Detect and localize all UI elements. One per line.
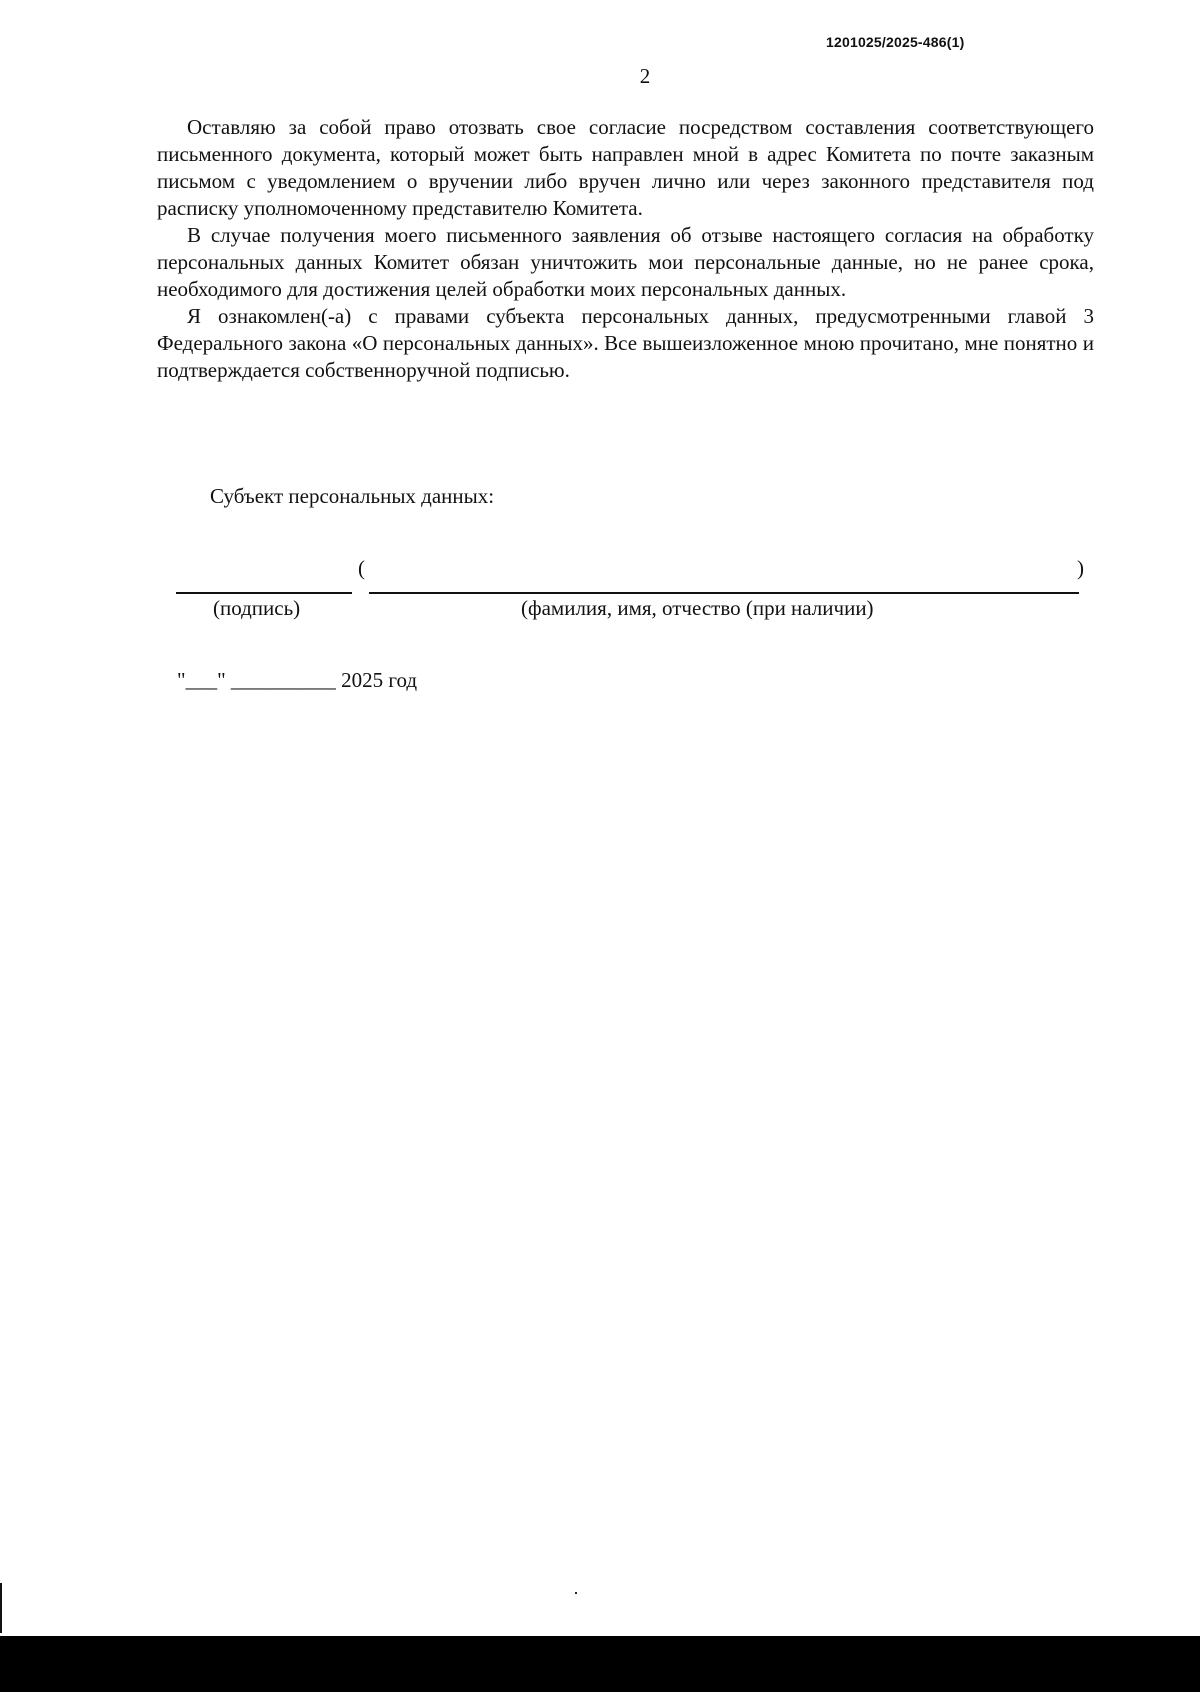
- fullname-line: [369, 592, 1079, 594]
- document-registration-number: 1201025/2025-486(1): [826, 34, 965, 50]
- subject-label: Субъект персональных данных:: [210, 484, 495, 508]
- scan-bottom-border: [0, 1636, 1200, 1692]
- fullname-open-paren: (: [358, 556, 365, 580]
- signature-caption: (подпись): [213, 596, 301, 620]
- paragraph-revocation-consequences: В случае получения моего письменного заявления об отзыве настоящего согласия на обработку персональных данных Комитет обязан уничтожить мои персональные данные, но не ранее срока, необходимого для достижения целей обработки моих персональных данных.: [157, 223, 1094, 301]
- scan-edge-mark: [0, 1583, 2, 1633]
- paragraph-revocation-right: Оставляю за собой право отозвать свое согласие посредством составления соответствующего письменного документа, который может быть направлен мной в адрес Комитета по почте заказным письмом с уведомлением о вручении либо вручен лично или через законного представителя под расписку уполномоченному представителю Комитета.: [157, 115, 1094, 220]
- fullname-caption: (фамилия, имя, отчество (при наличии): [521, 596, 874, 620]
- signature-line: [176, 592, 352, 594]
- fullname-close-paren: ): [1077, 556, 1084, 580]
- paragraph-acknowledgement: Я ознакомлен(-а) с правами субъекта персональных данных, предусмотренными главой 3 Федерального закона «О персональных данных». Все вышеизложенное мною прочитано, мне понятно и подтверждается собственноручной подписью.: [157, 304, 1094, 382]
- page-number: 2: [639, 64, 651, 88]
- date-line: "___" __________ 2025 год: [177, 668, 418, 692]
- document-body: [157, 114, 1094, 384]
- scan-speck: [575, 1592, 577, 1594]
